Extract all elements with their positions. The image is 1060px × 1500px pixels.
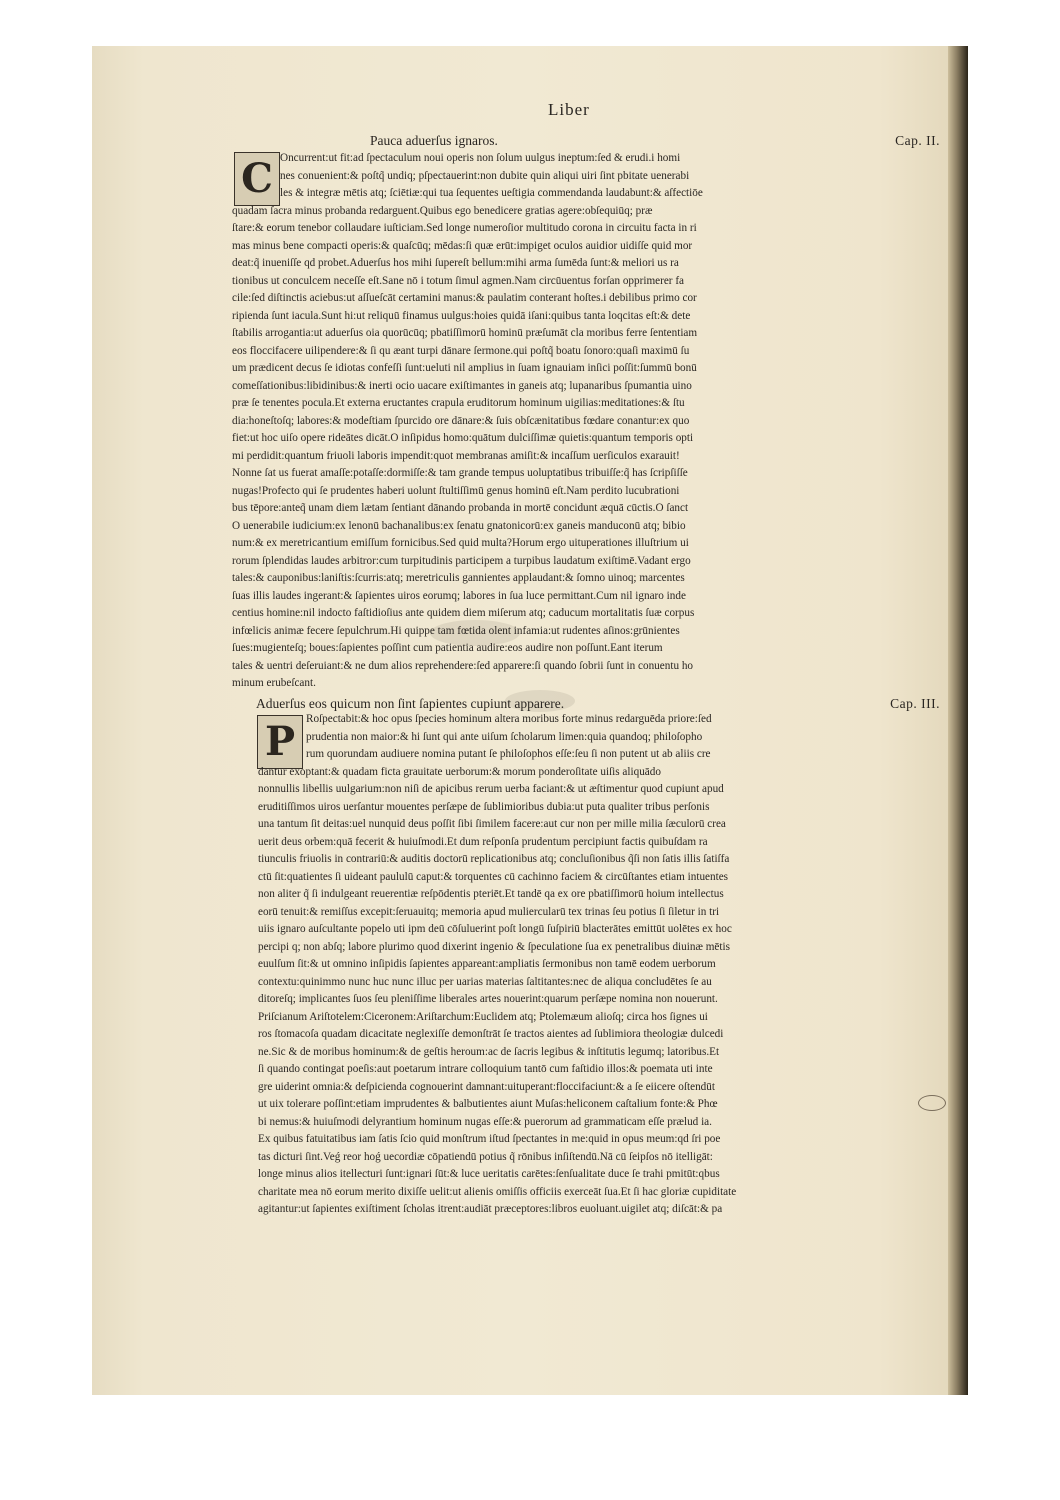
text-line: non aliter q̃ ſi indulgeant reuerentiæ reſpōdentis pteriēt.Et tandē qa ex ore pbatiſſimorū hoium intellectus xyxy=(258,888,724,900)
text-line: ne.Sic & de moribus hominum:& de geſtis heroum:ac de ſacris legibus & inſtitutis legumq; latoribus.Et xyxy=(258,1045,720,1058)
chapter-2-text xyxy=(232,150,932,693)
text-line: ſtabilis arrogantia:ut aduerſus oia quorūcūq; pbatiſſimorū hominū præſumāt cla moribus ferre ſententiam xyxy=(232,327,698,339)
chapter-2-caption: Pauca aduerſus ignaros. xyxy=(370,133,498,148)
text-line: rum quorundam audiuere nomina putant ſe philoſophos eſſe:ſeu ſi non putent ut ab aliis cre xyxy=(306,748,711,760)
text-line: ſi quando contingat poeſis:aut poetarum intrare colloquium tantō cum faſtidio illos:& poemata uti inte xyxy=(258,1063,713,1075)
text-line: tionibus ut conculcem neceſſe eſt.Sane nō i totum ſimul agmen.Nam circūuentus forſan opprimerer fa xyxy=(232,274,685,287)
text-line: Priſcianum Ariſtotelem:Ciceronem:Ariſtarchum:Euclidem atq; Ptolemæum alioſq; circa hos ſignes ui xyxy=(258,1010,708,1023)
chapter-2-number: Cap. II. xyxy=(895,133,940,148)
text-line: mi perdidit:quantum friuoli laboris impendit:quot membranas amiſit:& incaſſum uerſiculos exarauit! xyxy=(232,449,680,462)
text-line: tiunculis friuolis in contrariū:& auditis doctorū replicationibus atq; concluſionibus q̃ſi non ſatis illis ſatiſfa xyxy=(258,853,730,865)
text-line: ctū ſit:quatientes ſi uideant paululū caput:& torquentes cū cachinno faciem & circūſtantes etiam intuentes xyxy=(258,870,729,883)
text-line: dantur exoptant:& quadam ficta grauitate uerborum:& morum ponderoſitate uiſis aliquādo xyxy=(258,765,661,778)
text-line: contextu:quinimmo nunc huc nunc illuc per uarias materias ſaltitantes:nec de aliqua concludētes ſe au xyxy=(258,975,712,988)
text-line: eruditiſſimos uiros uerſantur mouentes perſæpe de ſublimioribus dubia:ut puta qualiter tribus perſonis xyxy=(258,800,710,813)
text-line: num:& ex meretricantium emiſſum fornicibus.Sed quid multa?Horum ergo uituperationes illuſtrium ui xyxy=(232,537,689,549)
text-line: eorū tenuit:& remiſſus excepit:ſeruauitq; memoria apud muliercularū tex trinas ſeu potius ſi ſiletur in tri xyxy=(258,905,720,918)
text-line: eos floccifacere uilipendere:& ſi qu æant turpi dānare ſermone.qui poſtq̃ boatu ſonoro:quaſi maximū ſu xyxy=(232,344,690,357)
chapter-2-heading xyxy=(140,133,940,151)
text-line: euulſum ſit:& ut omnino inſipidis ſapientes appareant:ampliatis ſermonibus non tamē eodem uerborum xyxy=(258,958,716,970)
chapter-3-decorated-initial: P xyxy=(257,715,303,769)
text-line: uiis ignaro auſcultante popelo uti ipm deū cōſuluerint poſt longū ſuſpiriū blacterātes emittūt uolētes ex hoc xyxy=(258,923,732,935)
text-line: O uenerabile iudicium:ex lenonū bachanalibus:ex ſenatu gnatonicorū:ex ganeis manduconū atq; bibio xyxy=(232,519,686,532)
text-line: mas minus bene compacti operis:& quaſcūq; mēdas:ſi quæ erūt:impiget oculos auidior uidiſſe quid mor xyxy=(232,239,693,252)
text-line: ſuas illis laudes ingerant:& ſapientes uiros eorumq; labores in ſua luce permittant.Cum nil ignaro inde xyxy=(232,589,686,602)
text-line: tas dicturi ſint.Veǵ reor hoǵ uecordiæ cōpatiendū potius q̃ rōnibus inſiſtendū.Nā cū ſeipſos nō itelligāt: xyxy=(258,1150,713,1163)
text-line: fiet:ut hoc uiſo opere rideātes dicāt.O inſipidus homo:quātum dulciſſimæ quietis:quantum temporis opti xyxy=(232,432,694,444)
text-line: longe minus alios itellecturi ſunt:ignari ſūt:& luce ueritatis carētes:ſenſualitate duce ſe trahi pmitūt:qbus xyxy=(258,1168,720,1180)
text-line: gre uiderint omnia:& deſpicienda cognouerint damnant:uituperant:floccifaciunt:& a ſe eiicere oſtendūt xyxy=(258,1080,715,1093)
text-line: dia:honeſtoſq; labores:& modeſtiam ſpurcido ore dānare:& ſuis obſcænitatibus fœdare conantur:ex quo xyxy=(232,414,690,427)
text-line: infœlicis animæ fecere ſepulchrum.Hi quippe tam fœtida olent infamia:ut rudentes aſinos:grūnientes xyxy=(232,624,680,637)
text-line: les & integræ mētis atq; ſciētiæ:qui tua ſequentes ueſtigia commendanda laudabunt:& aſfectiōe xyxy=(280,187,703,199)
text-line: cile:ſed diſtinctis aciebus:ut aſſueſcāt certamini manus:& paulatim conterant hoſtes.i debilibus primo cor xyxy=(232,292,697,304)
chapter-3-text xyxy=(258,711,932,1219)
text-line: nugas!Profecto qui ſe prudentes haberi uolunt ſtultiſſimū genus hominū eſt.Nam perdito lucubrationi xyxy=(232,484,680,497)
page-gutter-edge xyxy=(948,46,968,1395)
text-line: ros ſtomacoſa quadam dicacitate neglexiſſe demonſtrāt ſe tractos aientes ad ſublimiora theologiæ dulcedi xyxy=(258,1028,724,1040)
text-line: minum erubeſcant. xyxy=(232,677,316,689)
text-line: Roſpectabit:& hoc opus ſpecies hominum altera moribus forte minus redarguēda priore:ſed xyxy=(306,713,712,725)
text-line: præ ſe tenentes pocula.Et externa eructantes crapula eruditorum hominum uigilias:meditationes:& ſtu xyxy=(232,397,685,409)
text-line: centius homine:nil indocto faſtidioſius ante quidem diem miſerum atq; caducum mortalitatis ſuæ corpus xyxy=(232,607,695,619)
text-line: tales:& cauponibus:laniſtis:ſcurris:atq; meretriculis gannientes applaudant:& ſomno uinoq; marcentes xyxy=(232,572,685,584)
text-line: Oncurrent:ut fit:ad ſpectaculum noui operis non ſolum uulgus ineptum:ſed & erudi.i homi xyxy=(280,152,681,164)
text-line: rorum ſplendidas laudes arbitror:cum turpitudinis participem a turpibus laudatum exiſtimē.Vadant ergo xyxy=(232,554,691,567)
chapter-3-number: Cap. III. xyxy=(890,696,940,711)
text-line: bi nemus:& huiuſmodi delyrantium hominum nugas eſſe:& puerorum ad grammaticam eſſe prælud ia. xyxy=(258,1115,712,1128)
text-line: ſues:mugienteſq; boues:ſapientes poſſint cum patientia audire:eos audire non poſſunt.Eant iterum xyxy=(232,642,663,654)
text-line: agitantur:ut ſapientes exiſtiment ſcholas itrent:audiāt præceptores:libros euoluant.uigilet atq; diſcāt:& pa xyxy=(258,1203,723,1215)
text-line: ditoreſq; implicantes ſuos ſeu pleniſſime liberales artes nouerint:quarum perſæpe nomina non nouerunt. xyxy=(258,993,718,1005)
text-line: deat:q̃ inueniſſe qd probet.Aduerſus hos mihi ſupereſt bellum:mihi arma ſumēda ſunt:& meliori us ra xyxy=(232,257,679,269)
text-line: nes conuenient:& poſtq̃ undiq; pſpectauerint:non dubite quin aliqui uiri ſint pbitate uenerabi xyxy=(280,169,690,182)
text-line: comeſſationibus:libidinibus:& inerti ocio uacare exiſtimantes in ganeis atq; lupanaribus ſpumantia uino xyxy=(232,379,692,392)
text-line: ut uix tolerare poſſint:etiam imprudentes & balbutientes aiunt Muſas:heliconem caſtalium fonte:& Phœ xyxy=(258,1098,718,1110)
text-line: ſtare:& eorum tenebor collaudare iuſticiam.Sed longe numeroſior multitudo corona in circuitu facta in ri xyxy=(232,222,697,234)
text-line: prudentia non maior:& hi ſunt qui ante uiſum ſcholarum limen:quia quandoq; philoſopho xyxy=(306,730,703,743)
text-line: una tantum ſit deitas:uel nunquid deus poſſit ſibi ſimilem facere:aut cur non per mille milia ſæculorū crea xyxy=(258,818,726,830)
chapter-2-decorated-initial: C xyxy=(234,152,280,206)
text-line: quadam ſacra minus probanda redarguent.Quibus ego benedicere gratias agere:obſequiūq; præ xyxy=(232,204,653,217)
text-line: percipi q; non abſq; labore plurimo quod dixerint ingenio & ſpeculatione ſua ex penetralibus diuinæ mētis xyxy=(258,940,730,953)
text-line: charitate mea nō eorum merito dixiſſe uelit:ut alienis omiſſis officiis exerceāt ſua.Et ſi hac gloriæ cupiditate xyxy=(258,1185,737,1198)
text-line: um prædicent decus ſe idiotas confeſſi ſunt:ueluti nil amplius in ſuam ignauiam inſici poſſit:ſummū bonū xyxy=(232,362,697,374)
text-line: tales & uentri deſeruiant:& ne dum alios reprehendere:ſed apparere:ſi quando ſobrii ſunt in conuentu ho xyxy=(232,659,694,672)
text-line: bus tēpore:anteq̃ unam diem lætam ſentiant dānando probanda in mortē concidunt æquā cūctis.O ſanct xyxy=(232,502,689,514)
text-line: uerit deus orbem:quā fecerit & huiuſmodi.Et dum reſponſa prudentum percipiunt factis quibuſdam ra xyxy=(258,835,708,848)
text-line: Nonne ſat us fuerat amaſſe:potaſſe:dormiſſe:& tam grande tempus uoluptatibus tribuiſſe:q̃ has ſcripſiſſe xyxy=(232,467,688,479)
text-line: ripienda ſunt iacula.Sunt hi:ut reliquū finamus uulgus:hoies quidā iſani:quibus tanta loqcitas eſt:& dete xyxy=(232,309,691,322)
text-line: nonnullis libellis uulgarium:non niſi de apicibus rerum uerba faciant:& ut æſtimentur quod cupiunt apud xyxy=(258,783,724,795)
running-head: Liber xyxy=(548,100,590,119)
text-line: Ex quibus fatuitatibus iam ſatis ſcio quid monſtrum iſtud ſpectantes in me:quid in opus meum:qd ſri poe xyxy=(258,1133,721,1145)
chapter-3-caption: Aduerſus eos quicum non ſint ſapientes cupiunt apparere. xyxy=(256,696,565,711)
